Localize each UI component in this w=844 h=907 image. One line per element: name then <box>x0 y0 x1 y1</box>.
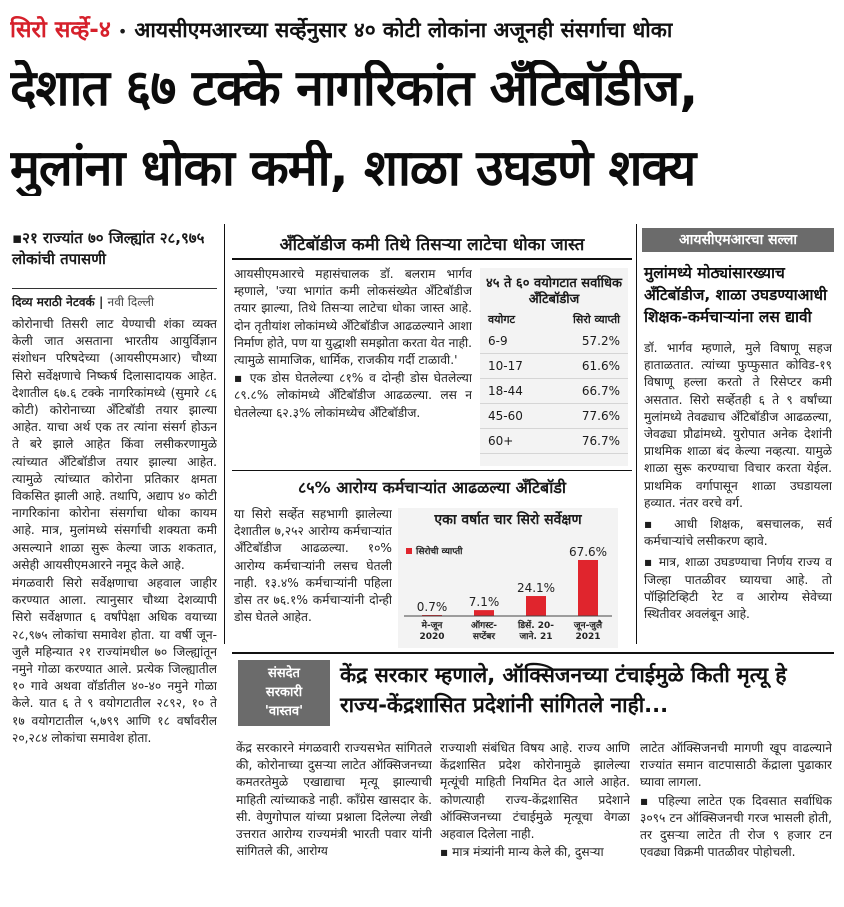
column-header-age: वयोगट <box>488 313 516 326</box>
section-rule <box>232 652 834 654</box>
chart-category-label: मे-जून <box>421 621 443 631</box>
byline-name: दिव्य मराठी नेटवर्क <box>12 295 95 309</box>
row-age: 10-17 <box>488 359 523 373</box>
chart-category-label: ऑगस्ट- <box>470 621 498 631</box>
table-title: ४५ ते ६० वयोगटात सर्वाधिक अँटिबॉडीज <box>485 276 623 307</box>
health-workers-title: ८५% आरोग्य कर्मचाऱ्यांत आढळल्या अँटिबॉडी <box>297 478 567 497</box>
kicker-line <box>10 12 834 48</box>
health-workers-body <box>234 506 392 648</box>
row-value: 77.6% <box>581 409 620 423</box>
row-value: 57.2% <box>581 334 620 348</box>
chart-value-label: 67.6% <box>568 544 608 559</box>
bottom-bullet: ▪ पहिल्या लाटेत एक दिवसात सर्वाधिक ३०९५ टन ऑक्सिजनची गरज भासली होती, तर दुसऱ्या लाटेत ती रोज ९ हजार टन एवढ्या विक्रमी पातळीवर पोहोचली. <box>640 793 832 860</box>
chart-category-label: 2020 <box>419 632 445 642</box>
headline-line-2: मुलांना धोका कमी, शाळा उघडणे शक्य <box>10 140 696 196</box>
bottom-paragraph: केंद्र सरकारने मंगळवारी राज्यसभेत सांगितले की, कोरोनाच्या दुसऱ्या लाटेत ऑक्सिजनच्या कमतरतेमुळे एखाद्याचा मृत्यू झाल्याची माहिती त्यांच्याकडे नाही. काँग्रेस खासदार के. सी. वेणुगोपाल यांच्या प्रश्नाला दिलेल्या लेखी उत्तरात आरोग्य राज्यमंत्री भारती पवार यांनी सांगितले की, आरोग्य <box>236 741 432 859</box>
bottom-column-2 <box>440 740 630 900</box>
table-row <box>480 404 628 429</box>
advice-body <box>644 340 832 646</box>
advice-paragraph: डॉ. भार्गव म्हणाले, मुले विषाणू सहज हाताळतात. त्यांच्या फुप्फुसात कोविड-१९ विषाणू हल्ला करतो ते रिसेप्टर कमी असतात. सिरो सर्व्हेतही ६ ते ९ वर्षांच्या मुलांमध्ये तेवढ्याच अँटिबॉडीज आढळल्या, जेवढ्या प्रौढांमध्ये. युरोपात अनेक देशांनी प्राथमिक शाळा बंद केल्या नव्हत्या. यामुळे शाळा सुरू करण्याचा विचार करता येईल. प्राथमिक वर्गापासून शाळा उघडायला हव्यात. नंतर वरचे वर्ग. <box>644 341 832 510</box>
kicker-text: आयसीएमआरच्या सर्व्हेनुसार ४० कोटी लोकांना अजूनही संसर्गाचा धोका <box>134 18 673 42</box>
byline <box>12 288 217 310</box>
middle-article-body <box>234 266 472 472</box>
parliament-headline: केंद्र सरकार म्हणाले, ऑक्सिजनच्या टंचाईमुळे किती मृत्यू हे राज्य-केंद्रशासित प्रदेशांनी सांगितले नाही... <box>340 663 787 717</box>
chart-bar <box>526 596 546 616</box>
advice-tag: आयसीएमआरचा सल्ला <box>642 228 834 252</box>
chart-svg <box>398 532 618 648</box>
chart-category-label: 2021 <box>575 632 601 642</box>
middle-bullet: ▪ एक डोस घेतलेल्या ८१% व दोन्ही डोस घेतलेल्या ८९.८% लोकांमध्ये अँटिबॉडीज आढळल्या. लस न घेतलेल्या ६२.३% लोकांमध्येच अँटिबॉडीज. <box>234 371 472 420</box>
antibody-section-title: अँटिबॉडीज कमी तिथे तिसऱ्या लाटेचा धोका जास्त <box>279 235 585 255</box>
row-value: 66.7% <box>581 384 620 398</box>
bottom-paragraph: राज्याशी संबंधित विषय आहे. राज्य आणि केंद्रशासित प्रदेश कोरोनामुळे झालेल्या मृत्यूंची माहिती नियमित देत आले आहेत. कोणत्याही राज्य-केंद्रशासित प्रदेशाने ऑक्सिजनच्या टंचाईमुळे मृत्यूचा वेगळा अहवाल दिलेला नाही. <box>440 741 630 842</box>
chart-bar <box>578 560 598 616</box>
chart-value-label: 0.7% <box>416 600 448 614</box>
section-rule <box>232 258 632 260</box>
tag-line: 'वास्तव' <box>264 704 304 719</box>
table-header <box>480 308 628 329</box>
headline-line-1: देशात ६७ टक्के नागरिकांत अँटिबॉडीज, <box>10 60 698 116</box>
chart-value-label: 24.1% <box>516 581 556 596</box>
table-row <box>480 354 628 379</box>
chart-category-label: डिसें. 20- <box>517 621 555 631</box>
advice-headline: मुलांमध्ये मोठ्यांसारख्याच अँटिबॉडीज, शाळा उघडण्याआधी शिक्षक-कर्मचाऱ्यांना लस द्यावी <box>644 264 828 326</box>
legend-label: सिरोची व्याप्ती <box>416 547 463 557</box>
section-rule <box>232 470 632 471</box>
bottom-bullet: ▪ मात्र मंत्र्यांनी मान्य केले की, दुसऱ्या <box>440 845 604 860</box>
chart-category-label: सप्टेंबर <box>472 632 496 642</box>
table-row <box>480 429 628 454</box>
health-paragraph: या सिरो सर्व्हेत सहभागी झालेल्या देशातील ७,२५२ आरोग्य कर्मचाऱ्यांत अँटिबॉडीज आढळल्या. १०% आरोग्य कर्मचाऱ्यांनी लसच घेतली नाही. १३.४% कर्मचाऱ्यांनी पहिला डोस तर ७६.१% कर्मचाऱ्यांनी दोन्ही डोस घेतले आहेत. <box>234 507 392 625</box>
middle-paragraph: आयसीएमआरचे महासंचालक डॉ. बलराम भार्गव म्हणाले, 'ज्या भागांत कमी लोकसंख्येत अँटिबॉडीज तयार झाल्या, तिथे तिसऱ्या लाटेचा धोका जास्त आहे. दोन तृतीयांश लोकांमध्ये अँटिबॉडीज आढळल्याने आशा निर्माण होते, पण या युद्धाशी समझोता करता येत नाही. त्यामुळे सामाजिक, धार्मिक, राजकीय गर्दी टाळावी.' <box>234 267 472 368</box>
byline-separator: | <box>98 295 104 309</box>
bullet-dot: • <box>117 22 128 41</box>
left-paragraph: मंगळवारी सिरो सर्वेक्षणाचा अहवाल जाहीर करण्यात आला. त्यानुसार चौथ्या देशव्यापी सिरो सर्वेक्षणात ६ वर्षांपेक्षा अधिक वयाच्या २८,९७५ लोकांचा समावेश होता. या वर्षी जून-जुलै महिन्यात २१ राज्यांमधील ७० जिल्ह्यांतून नमुने गोळा करण्यात आले. प्रत्येक जिल्ह्यातील १० गावे अथवा वॉर्डातील ४०-४० नमुने गोळा केले. यात ६ ते ९ वयोगटातील २८९२, १० ते १७ वयोगटातील ५,७९९ आणि १८ वर्षांवरील २०,२८४ लोकांचा समावेश होता. <box>12 576 217 745</box>
row-value: 76.7% <box>581 434 620 448</box>
series-label: सिरो सर्व्हे-४ <box>10 17 111 43</box>
age-group-table <box>480 268 628 466</box>
advice-bullet: ▪ आधी शिक्षक, बसचालक, सर्व कर्मचाऱ्यांचे लसीकरण व्हावे. <box>644 517 832 549</box>
bottom-paragraph: लाटेत ऑक्सिजनची मागणी खूप वाढल्याने राज्यांत समान वाटपासाठी केंद्राला पुढाकार घ्यावा लागला. <box>640 741 832 790</box>
bottom-column-3 <box>640 740 832 900</box>
chart-category-label: जून-जुलै <box>573 621 603 631</box>
column-header-value: सिरो व्याप्ती <box>573 313 620 326</box>
column-divider <box>224 224 225 644</box>
chart-bar <box>474 610 494 616</box>
row-age: 18-44 <box>488 384 523 398</box>
legend-swatch <box>406 548 412 554</box>
left-highlight: ▪२१ राज्यांत ७० जिल्ह्यांत २८,९७५ लोकांची तपासणी <box>12 229 205 268</box>
chart-value-label: 7.1% <box>468 595 500 610</box>
bottom-column-1 <box>236 740 432 900</box>
byline-city: नवी दिल्ली <box>107 295 154 309</box>
tag-line: सरकारी <box>265 685 303 700</box>
left-paragraph: कोरोनाची तिसरी लाट येण्याची शंका व्यक्त केली जात असताना भारतीय आयुर्विज्ञान संशोधन परिषदेच्या (आयसीएमआर) चौथ्या सिरो सर्वेक्षणाचे निष्कर्ष दिलासादायक आहेत. देशातील ६७.६ टक्के नागरिकांमध्ये (सुमारे ८६ कोटी) कोरोनाच्या अँटिबॉडी तयार झाल्या आहेत. याचा अर्थ एक तर त्यांना संसर्ग होऊन ते बरे झाले आहेत किंवा लसीकरणामुळे त्यांच्यात अँटिबॉडीज तयार झाल्या आहेत. त्यामुळे त्यांच्यात कोरोना प्रतिकार क्षमता विकसित झाली आहे. तथापि, अद्याप ४० कोटी नागरिकांना कोरोना संसर्गाचा धोका कायम आहे. मात्र, मुलांमध्ये संसर्गाची शक्यता कमी असल्याने शाळा सुरू केल्या जाऊ शकतात, असेही आयसीएमआरने नमूद केले आहे. <box>12 317 217 572</box>
advice-bullet: ▪ मात्र, शाळा उघडण्याचा निर्णय राज्य व जिल्हा पातळीवर घ्यायचा आहे. तो पॉझिटिव्हिटी रेट व आरोग्य सेवेच्या स्थितीवर अवलंबून आहे. <box>644 555 832 622</box>
table-row <box>480 329 628 354</box>
row-age: 45-60 <box>488 409 523 423</box>
tag-line: संसदेत <box>268 666 300 681</box>
parliament-tag <box>238 660 330 726</box>
chart-bars <box>417 545 607 642</box>
chart-title: एका वर्षात चार सिरो सर्वेक्षण <box>434 512 582 528</box>
left-article-body <box>12 316 217 900</box>
table-row <box>480 379 628 404</box>
row-age: 6-9 <box>488 334 508 348</box>
row-age: 60+ <box>488 434 514 448</box>
chart-category-label: जाने. 21 <box>519 632 553 642</box>
column-divider <box>636 224 637 644</box>
row-value: 61.6% <box>581 359 620 373</box>
